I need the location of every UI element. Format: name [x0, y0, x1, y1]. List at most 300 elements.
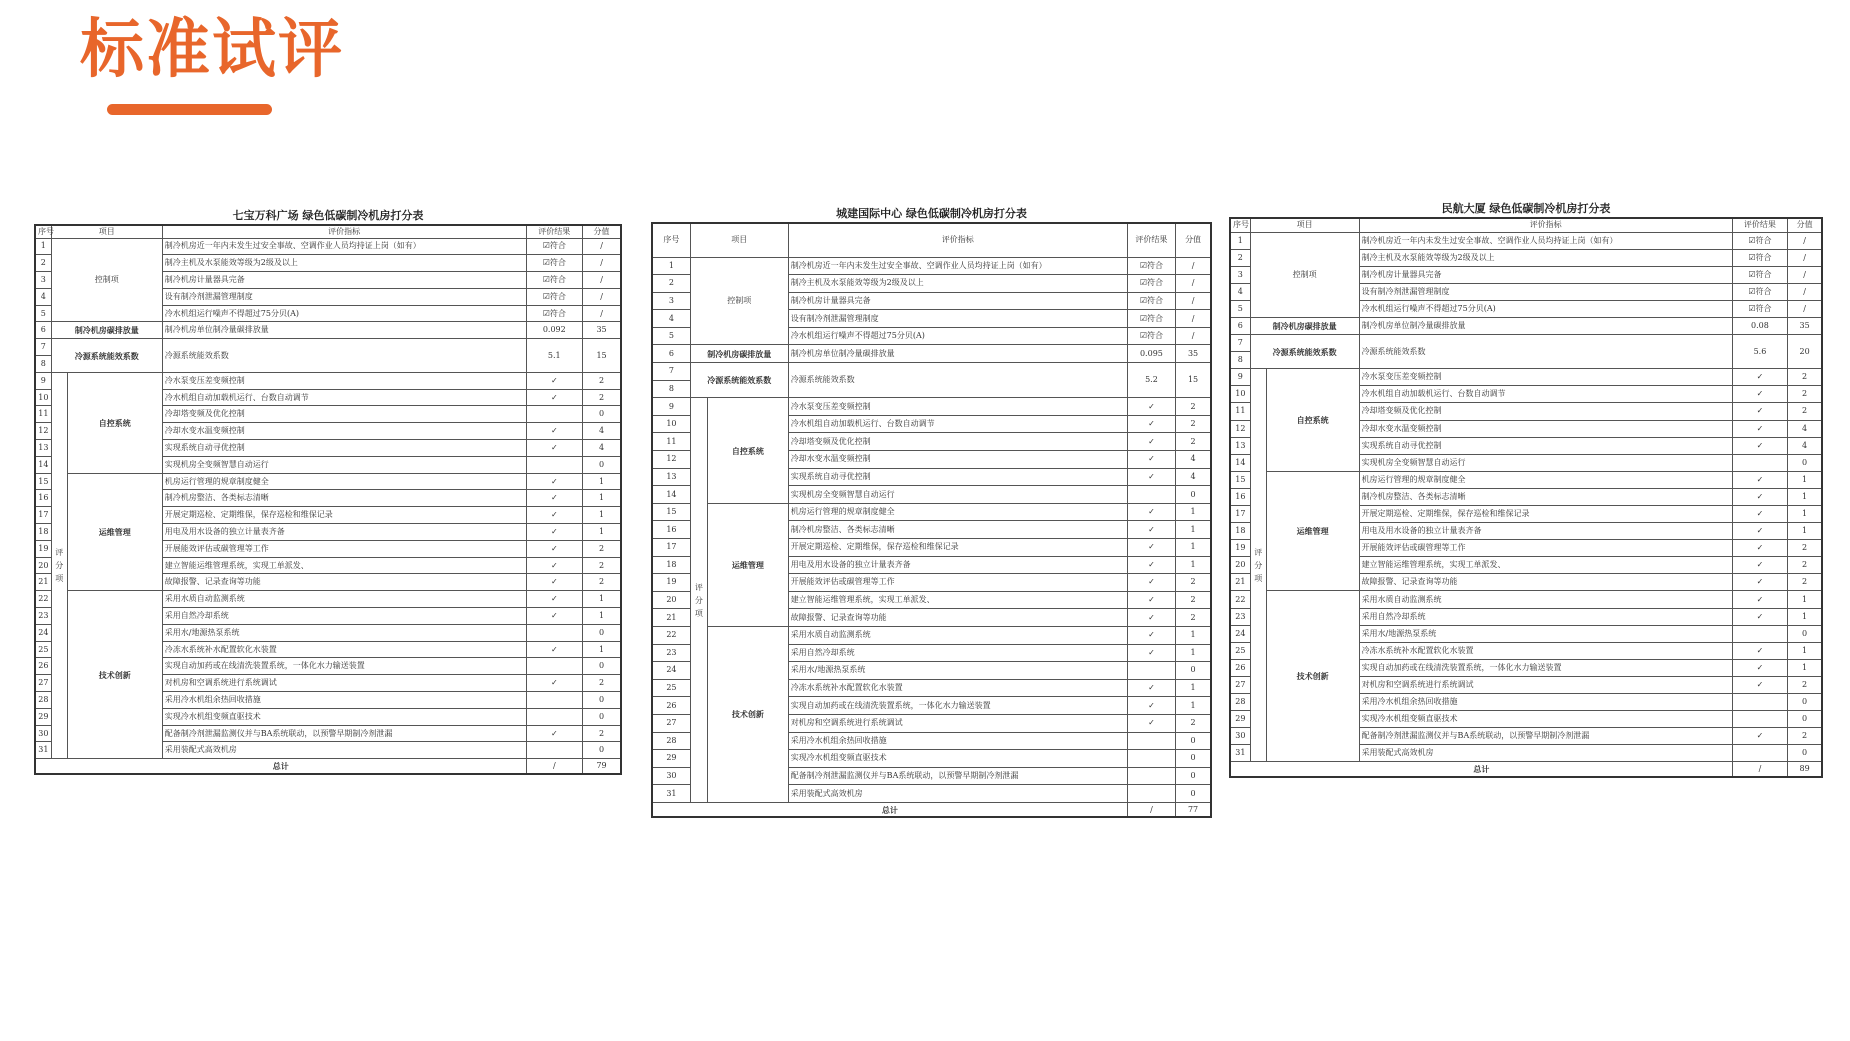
table-row	[35, 591, 621, 608]
slide-title: 标准试评	[80, 13, 344, 87]
row-number: 3	[1230, 266, 1250, 283]
row-number: 30	[1230, 728, 1250, 745]
score: 2	[583, 725, 621, 742]
result: ✓	[526, 524, 583, 541]
indicator: 冷源系统能效系数	[1359, 335, 1732, 369]
result: ☑符合	[526, 238, 583, 255]
result: ✓	[526, 423, 583, 440]
group-label: 自控系统	[1266, 369, 1359, 472]
indicator: 设有制冷剂泄漏管理制度	[162, 288, 526, 305]
score: 2	[583, 372, 621, 389]
row-number: 10	[1230, 386, 1250, 403]
score: 2	[1176, 415, 1211, 433]
result: ✓	[1127, 503, 1175, 521]
result: ✓	[1127, 468, 1175, 486]
row-number: 30	[652, 767, 690, 785]
row-number: 11	[35, 406, 51, 423]
score: 15	[583, 339, 621, 373]
indicator: 设有制冷剂泄漏管理制度	[1359, 283, 1732, 300]
score: 2	[1176, 591, 1211, 609]
score: /	[1788, 232, 1822, 249]
indicator: 制冷机房近一年内未发生过安全事故、空调作业人员均持证上岗（如有）	[788, 257, 1127, 275]
indicator: 实现机房全变频智慧自动运行	[1359, 454, 1732, 471]
row-number: 19	[1230, 540, 1250, 557]
score: 1	[583, 507, 621, 524]
row-number: 2	[35, 255, 51, 272]
row-number: 20	[35, 557, 51, 574]
score: 2	[1788, 728, 1822, 745]
row-number: 3	[35, 272, 51, 289]
score: /	[1788, 300, 1822, 317]
indicator: 制冷机房单位制冷量碳排放量	[788, 345, 1127, 363]
row-number: 14	[35, 456, 51, 473]
result: ☑符合	[1127, 292, 1175, 310]
indicator: 用电及用水设备的独立计量表齐备	[1359, 523, 1732, 540]
result: ✓	[526, 675, 583, 692]
score: 0	[583, 742, 621, 759]
sheet-title: 七宝万科广场 绿色低碳制冷机房打分表	[232, 209, 424, 222]
score: 2	[1176, 714, 1211, 732]
result	[1127, 732, 1175, 750]
indicator: 采用装配式高效机房	[162, 742, 526, 759]
row-number: 12	[652, 451, 690, 469]
indicator: 开展能效评估或碳管理等工作	[788, 574, 1127, 592]
score: 1	[1176, 503, 1211, 521]
table-row	[652, 626, 1211, 644]
indicator: 开展定期巡检、定期维保，保存巡检和维保记录	[162, 507, 526, 524]
row-number: 22	[35, 591, 51, 608]
total-row	[1230, 762, 1822, 777]
result	[526, 406, 583, 423]
result: ✓	[1127, 679, 1175, 697]
score: 2	[583, 540, 621, 557]
score-table	[34, 224, 622, 775]
score: 35	[1176, 345, 1211, 363]
indicator: 冷源系统能效系数	[162, 339, 526, 373]
row-number: 8	[652, 380, 690, 398]
result: ✓	[526, 440, 583, 457]
result: ✓	[1127, 398, 1175, 416]
row-number: 23	[35, 608, 51, 625]
row-number: 6	[35, 322, 51, 339]
table-row	[35, 372, 621, 389]
row-number: 23	[1230, 608, 1250, 625]
row-number: 4	[1230, 283, 1250, 300]
score: /	[583, 255, 621, 272]
row-number: 15	[35, 473, 51, 490]
result: ✓	[1127, 697, 1175, 715]
total-score: 79	[583, 759, 621, 774]
row-number: 26	[1230, 659, 1250, 676]
row-number: 1	[35, 238, 51, 255]
result: ✓	[1732, 591, 1787, 608]
row-number: 28	[1230, 694, 1250, 711]
category-text: 评分项	[694, 582, 703, 618]
indicator: 冷却塔变频及优化控制	[162, 406, 526, 423]
score: 1	[583, 608, 621, 625]
row-number: 14	[1230, 454, 1250, 471]
row-number: 5	[652, 327, 690, 345]
score: 2	[583, 574, 621, 591]
indicator: 实现冷水机组变频直驱技术	[162, 708, 526, 725]
category-text: 评分项	[55, 548, 64, 584]
result	[1127, 750, 1175, 768]
header-row	[35, 225, 621, 238]
total-label: 总计	[652, 802, 1127, 817]
row-number: 21	[1230, 574, 1250, 591]
row-number: 20	[1230, 557, 1250, 574]
result	[1127, 662, 1175, 680]
result: ✓	[526, 608, 583, 625]
score: 1	[1176, 626, 1211, 644]
table-row	[652, 257, 1211, 275]
result: ✓	[1732, 403, 1787, 420]
indicator: 开展定期巡检、定期维保，保存巡检和维保记录	[1359, 506, 1732, 523]
header-row	[652, 223, 1211, 257]
indicator: 制冷主机及水泵能效等级为2级及以上	[1359, 249, 1732, 266]
category-label	[690, 398, 707, 803]
total-result: /	[1127, 802, 1175, 817]
indicator: 冷冻水系统补水配置软化水装置	[162, 641, 526, 658]
row-number: 22	[652, 626, 690, 644]
score: 2	[1176, 609, 1211, 627]
group-label: 运维管理	[1266, 471, 1359, 591]
indicator: 制冷机房整洁、各类标志清晰	[788, 521, 1127, 539]
indicator: 冷水泵变压差变频控制	[162, 372, 526, 389]
row-number: 25	[35, 641, 51, 658]
result: ☑符合	[1732, 266, 1787, 283]
score: 0	[1176, 767, 1211, 785]
result: ✓	[526, 557, 583, 574]
indicator: 冷冻水系统补水配置软化水装置	[788, 679, 1127, 697]
indicator: 采用自然冷却系统	[162, 608, 526, 625]
result: ✓	[1127, 574, 1175, 592]
result: ☑符合	[1127, 257, 1175, 275]
group-label: 自控系统	[707, 398, 788, 504]
score: 2	[1788, 386, 1822, 403]
row-number: 18	[35, 524, 51, 541]
score: 1	[1788, 523, 1822, 540]
row-number: 13	[652, 468, 690, 486]
indicator: 采用装配式高效机房	[1359, 745, 1732, 762]
indicator: 冷水机组自动加载机运行、台数自动调节	[162, 389, 526, 406]
group-label: 制冷机房碳排放量	[1250, 317, 1359, 334]
header-item: 项目	[690, 223, 788, 257]
group-label: 冷源系统能效系数	[690, 363, 788, 398]
total-result: /	[1732, 762, 1787, 777]
score: /	[1176, 257, 1211, 275]
row-number: 1	[652, 257, 690, 275]
indicator: 冷水泵变压差变频控制	[1359, 369, 1732, 386]
table-row	[652, 398, 1211, 416]
row-number: 3	[652, 292, 690, 310]
result	[1127, 486, 1175, 504]
header-seq: 序号	[35, 225, 51, 238]
indicator: 配备制冷剂泄漏监测仪并与BA系统联动，以预警早期制冷剂泄漏	[162, 725, 526, 742]
result: ✓	[1732, 437, 1787, 454]
indicator: 实现机房全变频智慧自动运行	[788, 486, 1127, 504]
group-label: 技术创新	[1266, 591, 1359, 762]
result	[526, 456, 583, 473]
row-number: 6	[1230, 317, 1250, 334]
score: 1	[583, 641, 621, 658]
row-number: 7	[652, 363, 690, 381]
indicator: 制冷机房整洁、各类标志清晰	[162, 490, 526, 507]
indicator: 制冷机房计量器具完备	[162, 272, 526, 289]
result	[1732, 711, 1787, 728]
result: ☑符合	[1732, 300, 1787, 317]
result: ✓	[526, 473, 583, 490]
score: 0	[1176, 732, 1211, 750]
score: /	[583, 305, 621, 322]
indicator: 开展能效评估或碳管理等工作	[162, 540, 526, 557]
header-indicator: 评价指标	[1359, 218, 1732, 232]
total-label: 总计	[1230, 762, 1732, 777]
score: 2	[1176, 398, 1211, 416]
table-row	[35, 322, 621, 339]
header-score: 分值	[1788, 218, 1822, 232]
result: 5.1	[526, 339, 583, 373]
row-number: 16	[35, 490, 51, 507]
indicator: 冷源系统能效系数	[788, 363, 1127, 398]
indicator: 故障报警、记录查询等功能	[788, 609, 1127, 627]
row-number: 31	[652, 785, 690, 803]
score: 0	[1176, 750, 1211, 768]
score: /	[583, 288, 621, 305]
result: ✓	[1127, 714, 1175, 732]
score: 0	[1176, 785, 1211, 803]
score: 0	[1176, 662, 1211, 680]
indicator: 故障报警、记录查询等功能	[1359, 574, 1732, 591]
score: 1	[583, 490, 621, 507]
indicator: 开展能效评估或碳管理等工作	[1359, 540, 1732, 557]
indicator: 采用水质自动监测系统	[1359, 591, 1732, 608]
indicator: 制冷机房单位制冷量碳排放量	[1359, 317, 1732, 334]
header-seq: 序号	[652, 223, 690, 257]
result: ☑符合	[1732, 283, 1787, 300]
result: ✓	[1732, 676, 1787, 693]
result: ✓	[526, 725, 583, 742]
indicator: 配备制冷剂泄漏监测仪并与BA系统联动，以预警早期制冷剂泄漏	[788, 767, 1127, 785]
row-number: 15	[1230, 471, 1250, 488]
score: 1	[1176, 539, 1211, 557]
indicator: 制冷机房单位制冷量碳排放量	[162, 322, 526, 339]
score: 1	[1176, 679, 1211, 697]
score: /	[1176, 292, 1211, 310]
score: 15	[1176, 363, 1211, 398]
group-label: 冷源系统能效系数	[51, 339, 162, 373]
result: ✓	[1732, 386, 1787, 403]
score: 0	[583, 708, 621, 725]
indicator: 实现冷水机组变频直驱技术	[1359, 711, 1732, 728]
result: ✓	[1732, 642, 1787, 659]
score: /	[1176, 310, 1211, 328]
row-number: 8	[35, 356, 51, 373]
indicator: 冷水机组自动加载机运行、台数自动调节	[788, 415, 1127, 433]
indicator: 实现系统自动寻优控制	[1359, 437, 1732, 454]
score-table	[1229, 217, 1823, 778]
indicator: 制冷机房计量器具完备	[1359, 266, 1732, 283]
total-result: /	[526, 759, 583, 774]
result: ✓	[526, 574, 583, 591]
row-number: 31	[1230, 745, 1250, 762]
score: 2	[1788, 540, 1822, 557]
row-number: 7	[1230, 335, 1250, 352]
score: /	[1176, 275, 1211, 293]
result: ✓	[1127, 451, 1175, 469]
row-number: 25	[652, 679, 690, 697]
group-label: 运维管理	[707, 503, 788, 626]
score: 1	[1788, 608, 1822, 625]
group-label: 运维管理	[67, 473, 162, 591]
category-text: 评分项	[1254, 547, 1263, 583]
result: ✓	[526, 490, 583, 507]
indicator: 采用水/地源热泵系统	[1359, 625, 1732, 642]
result: ✓	[1732, 506, 1787, 523]
indicator: 制冷主机及水泵能效等级为2级及以上	[788, 275, 1127, 293]
table-row	[652, 503, 1211, 521]
header-indicator: 评价指标	[162, 225, 526, 238]
row-number: 17	[35, 507, 51, 524]
indicator: 对机房和空调系统进行系统调试	[162, 675, 526, 692]
result: ☑符合	[526, 272, 583, 289]
indicator: 采用水质自动监测系统	[788, 626, 1127, 644]
indicator: 实现冷水机组变频直驱技术	[788, 750, 1127, 768]
table-row	[35, 238, 621, 255]
score: 1	[1788, 471, 1822, 488]
sheet-title: 城建国际中心 绿色低碳制冷机房打分表	[836, 207, 1027, 220]
score: 1	[1788, 659, 1822, 676]
indicator: 实现系统自动寻优控制	[162, 440, 526, 457]
total-label: 总计	[35, 759, 526, 774]
category-label	[1250, 369, 1266, 762]
row-number: 16	[652, 521, 690, 539]
result: ☑符合	[1127, 310, 1175, 328]
row-number: 19	[652, 574, 690, 592]
row-number: 13	[1230, 437, 1250, 454]
table-row	[1230, 471, 1822, 488]
result: ✓	[526, 372, 583, 389]
indicator: 采用水质自动监测系统	[162, 591, 526, 608]
result: ✓	[1127, 521, 1175, 539]
row-number: 9	[35, 372, 51, 389]
table-row	[1230, 591, 1822, 608]
table-row	[1230, 335, 1822, 352]
row-number: 6	[652, 345, 690, 363]
score: 2	[1788, 403, 1822, 420]
score: 0	[583, 692, 621, 709]
table-row	[652, 345, 1211, 363]
score-sheet-qibao	[34, 208, 622, 775]
result	[1732, 454, 1787, 471]
indicator: 实现自动加药或在线清洗装置系统，一体化水力输送装置	[788, 697, 1127, 715]
indicator: 机房运行管理的规章制度健全	[162, 473, 526, 490]
table-row	[652, 363, 1211, 381]
score: 1	[1788, 488, 1822, 505]
indicator: 设有制冷剂泄漏管理制度	[788, 310, 1127, 328]
row-number: 26	[35, 658, 51, 675]
row-number: 2	[652, 275, 690, 293]
score: /	[583, 238, 621, 255]
score: /	[1788, 266, 1822, 283]
score: 1	[1176, 644, 1211, 662]
row-number: 21	[35, 574, 51, 591]
result	[526, 692, 583, 709]
group-label: 制冷机房碳排放量	[690, 345, 788, 363]
header-result: 评价结果	[1127, 223, 1175, 257]
score: /	[583, 272, 621, 289]
row-number: 29	[1230, 711, 1250, 728]
result: ✓	[1127, 609, 1175, 627]
score: 4	[583, 440, 621, 457]
score: 0	[583, 624, 621, 641]
row-number: 29	[35, 708, 51, 725]
score: 4	[1176, 468, 1211, 486]
header-item: 项目	[1250, 218, 1359, 232]
score: 35	[1788, 317, 1822, 334]
score: 0	[583, 658, 621, 675]
row-number: 9	[1230, 369, 1250, 386]
row-number: 24	[1230, 625, 1250, 642]
result: ✓	[1732, 728, 1787, 745]
indicator: 采用自然冷却系统	[1359, 608, 1732, 625]
indicator: 实现自动加药或在线清洗装置系统，一体化水力输送装置	[162, 658, 526, 675]
row-number: 18	[652, 556, 690, 574]
score: 1	[583, 524, 621, 541]
row-number: 11	[652, 433, 690, 451]
score: 2	[583, 557, 621, 574]
result: ✓	[526, 507, 583, 524]
category-label	[51, 372, 67, 758]
result: ✓	[1732, 540, 1787, 557]
row-number: 12	[35, 423, 51, 440]
result	[526, 708, 583, 725]
group-label: 自控系统	[67, 372, 162, 473]
row-number: 11	[1230, 403, 1250, 420]
row-number: 10	[35, 389, 51, 406]
group-label: 控制项	[1250, 232, 1359, 317]
indicator: 制冷机房近一年内未发生过安全事故、空调作业人员均持证上岗（如有）	[162, 238, 526, 255]
row-number: 9	[652, 398, 690, 416]
indicator: 冷水机组自动加载机运行、台数自动调节	[1359, 386, 1732, 403]
result	[1127, 785, 1175, 803]
indicator: 实现自动加药或在线清洗装置系统，一体化水力输送装置	[1359, 659, 1732, 676]
indicator: 采用冷水机组余热回收措施	[788, 732, 1127, 750]
score: 2	[1788, 574, 1822, 591]
result: ✓	[1732, 557, 1787, 574]
indicator: 冷水泵变压差变频控制	[788, 398, 1127, 416]
indicator: 制冷主机及水泵能效等级为2级及以上	[162, 255, 526, 272]
header-seq: 序号	[1230, 218, 1250, 232]
indicator: 建立智能运维管理系统，实现工单派发、	[162, 557, 526, 574]
result: ✓	[1127, 415, 1175, 433]
row-number: 25	[1230, 642, 1250, 659]
indicator: 故障报警、记录查询等功能	[162, 574, 526, 591]
score: 0	[583, 406, 621, 423]
title-underline	[107, 104, 272, 115]
score: 1	[1788, 591, 1822, 608]
score: 0	[1788, 711, 1822, 728]
header-score: 分值	[1176, 223, 1211, 257]
row-number: 18	[1230, 523, 1250, 540]
indicator: 冷却塔变频及优化控制	[788, 433, 1127, 451]
score: 0	[1788, 745, 1822, 762]
result: 0.095	[1127, 345, 1175, 363]
result: ✓	[1732, 574, 1787, 591]
header-result: 评价结果	[1732, 218, 1787, 232]
score: 2	[583, 389, 621, 406]
indicator: 制冷机房计量器具完备	[788, 292, 1127, 310]
